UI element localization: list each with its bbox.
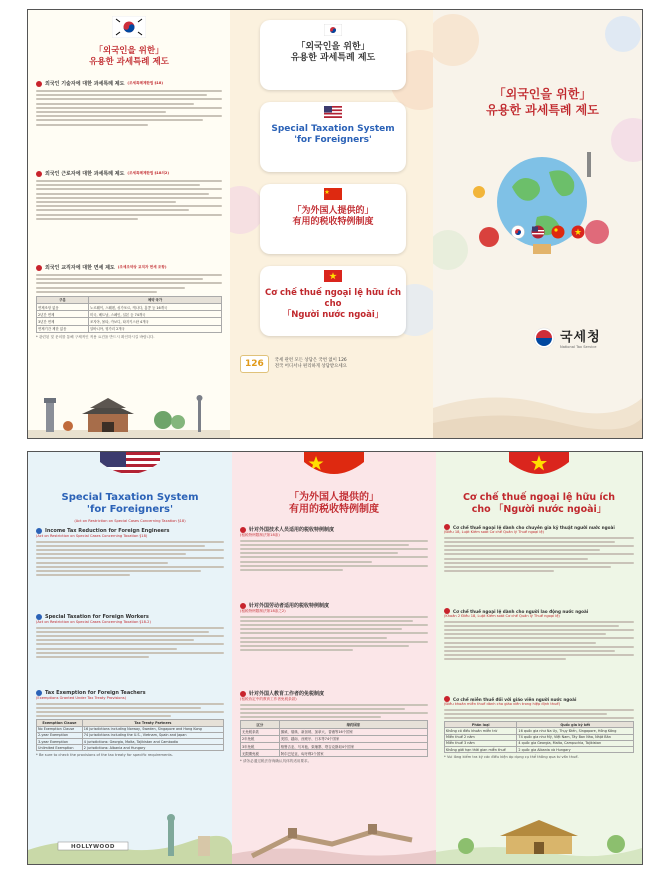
card-title: 「为外国人提供的」 有用的税收特例制度 (292, 206, 374, 227)
globe-illustration (467, 132, 617, 272)
government-emblem-icon (533, 327, 555, 349)
english-cover-card (260, 102, 406, 172)
treaty-table: 구분 체약 국가 면제조항 없음 노르웨이, 스웨덴, 싱가포르, 캐나다, 홍콩 등 16개국 2년간 면제 미국, 베트남, 스페인, 일본 등 74개국 3년간 면제 조지아, 몰타, 카보디, 타지키스탄 4개국 면제기간 제한 없음 알바니아, 헝가리 2개국 (36, 296, 222, 333)
table-row: 无限期免税 阿尔巴尼亚、匈牙利2个国家 (241, 750, 428, 757)
china-flag-icon (304, 452, 364, 482)
chinese-cover-card (260, 184, 406, 254)
panel-title: 「为外国人提供的」 有用的税收特例制度 (289, 492, 379, 515)
china-flag-icon (324, 188, 342, 200)
section-heading: 针对外国人教育工作者的免税制度 (240, 690, 428, 697)
table-row: 2年免税 美国、越南、西班牙、日本等74个国家 (241, 735, 428, 742)
section-heading: 외국인 기술자에 대한 과세특례 제도 (조세특례제한법 §18) (36, 80, 222, 87)
korean-cover-card (260, 20, 406, 90)
landmark-illustration (28, 380, 230, 438)
section-bullet-icon (36, 265, 42, 271)
section-heading: Special Taxation for Foreign Workers (36, 614, 224, 620)
table-row: Unlimited Exemption 2 jurisdictions: Albania and Hungary (37, 745, 224, 751)
table-row: Không có điều khoản miễn trừ 16 quốc gia như Na Uy, Thụy Điển, Singapore, Hồng Kông (445, 728, 634, 734)
treaty-table: Phân loại Quốc gia ký kết Không có điều khoản miễn trừ 16 quốc gia như Na Uy, Thụy Điển, Singapore, Hồng Kông Miễn thuế 2 năm 74 quốc gia như Mỹ, Việt Nam, Tây Ban Nha, Nhật Bản Miễn thuế 3 năm 4 quốc gia Georgia, Malta, Campuchia, Tajikistan Không giới hạn thời gian miễn thuế 2 quốc gia Albania và Hungary (444, 721, 634, 753)
panel-title: Special Taxation System 'for Foreigners' (61, 492, 199, 515)
korea-flag-icon (112, 16, 146, 38)
card-title: Special Taxation System 'for Foreigners' (271, 124, 395, 145)
section-heading: Cơ chế thuế ngoại lệ dành cho người lao động nước ngoài (444, 608, 634, 614)
vietnam-landmark-illustration (436, 806, 642, 864)
section-heading: Income Tax Reduction for Foreign Engineers (36, 528, 224, 534)
vietnam-flag-icon (571, 225, 585, 239)
section-heading: Cơ chế thuế ngoại lệ dành cho chuyên gia kỹ thuật người nước ngoài (444, 524, 634, 530)
treaty-table: Exemption Clause Tax Treaty Partners No Exemption Clause 16 jurisdictions including Norway, Sweden, Singapore and Hong Kong 2-year Exemption 74 jurisdictions including the U.S., Vietnam, Spain and Japan 3-year Exemption 4 jurisdictions: Georgia, Malta, Tajikistan and Cambodia Unlimited Exemption 2 jurisdictions: Albania and Hungary (36, 719, 224, 751)
english-content-panel: Special Taxation System 'for Foreigners' (Act on Restriction on Special Cases Concerning Taxation §18) Income Tax Reduction for Foreign Engineers (Act on Restriction on Special Cases Concerning Taxation §18) Special Taxation for Foreign Workers (Act on Restriction on Special Cases Concerning Taxation §18-2) Tax Exemption for Foreign Teachers (Exemptions Granted Under Tax Treaty Provisions) Exemption Clause Tax Treaty Partners No Exemption Clause 16 jurisdictions including Norway, Sweden, Singapore and Hong Kong 2-year Exemption 74 jurisdictions including the U.S., Vietnam, Spain and Japan 3-year Exemption 4 jurisdictions: Georgia, Malta, Tajikistan and Cambodia Unlimited Exemption 2 jurisdictions: Albania and Hungary * Be sure to check the provisions of the tax treaty for specific requirements. HOLLYWOOD (28, 452, 232, 864)
vietnamese-content-panel: Cơ chế thuế ngoại lệ hữu ích cho 「Người nước ngoài」 Cơ chế thuế ngoại lệ dành cho chuyên gia kỹ thuật người nước ngoài (Điều 18, Luật Kiểm soát Cơ chế Quản lý Thuế ngoại lệ) Cơ chế thuế ngoại lệ dành cho người lao động nước ngoài (Khoản 2 Điều 18, Luật Kiểm soát Cơ chế Quản lý Thuế ngoại lệ) Cơ chế miễn thuế đối với giáo viên người nước ngoài (Điều khoản miễn thuế dành cho giáo viên trong hiệp định thuế) Phân loại Quốc gia ký kết Không có điều khoản miễn trừ 16 quốc gia như Na Uy, Thụy Điển, Singapore, Hồng Kông Miễn thuế 2 năm 74 quốc gia như Mỹ, Việt Nam, Tây Ban Nha, Nhật Bản Miễn thuế 3 năm 4 quốc gia Georgia, Malta, Campuchia, Tajikistan Không giới hạn thời gian miễn thuế 2 quốc gia Albania và Hungary * Vui lòng kiểm tra kỹ các điều kiện áp dụng cụ thể thông qua tư vấn thuế. (436, 452, 642, 864)
chinese-content-panel: 「为外国人提供的」 有用的税收特例制度 针对外国技术人员适用的税收特例制度 (租税特例限制法第18条) 针对外国劳动者适用的税收特例制度 (租税特例限制法第18条之2) 针对外国人教育工作者的免税制度 (租税协定中的教育工作者免税条款) 区分 缔约国家 无免税条款 挪威、瑞典、新加坡、加拿大、香港等16个国家 2年免税 美国、越南、西班牙、日本等74个国家 3年免税 格鲁吉亚、马耳他、柬埔寨、塔吉克斯坦4个国家 无限期免税 阿尔巴尼亚、匈牙利2个国家 * 请务必通过税法咨询确认具体的适用要求。 (232, 452, 436, 864)
table-row: No Exemption Clause 16 jurisdictions including Norway, Sweden, Singapore and Hong Kong (37, 726, 224, 732)
section-heading: Cơ chế miễn thuế đối với giáo viên người nước ngoài (444, 696, 634, 702)
landmark-illustration (28, 806, 232, 864)
card-title: Cơ chế thuế ngoại lệ hữu ích cho 「Người nước ngoài」 (264, 288, 402, 320)
footnote: * Be sure to check the provisions of the tax treaty for specific requirements. (36, 753, 173, 758)
great-wall-illustration (232, 806, 436, 864)
vietnam-flag-icon (509, 452, 569, 482)
org-subtitle: National Tax Service (560, 345, 597, 349)
footnote: * Vui lòng kiểm tra kỹ các điều kiện áp dụng cụ thể thông qua tư vấn thuế. (444, 755, 579, 760)
panel-title: Cơ chế thuế ngoại lệ hữu ích cho 「Người nước ngoài」 (462, 492, 616, 515)
section-heading: Tax Exemption for Foreign Teachers (36, 690, 224, 696)
panel-title: 「외국인을 위한」 유용한 과세특례 제도 (89, 46, 169, 67)
korea-flag-icon (324, 24, 342, 36)
consult-footer (240, 355, 425, 373)
section-bullet-icon (36, 171, 42, 177)
section-heading: 针对外国技术人员适用的税收特例制度 (240, 526, 428, 533)
section-bullet-icon (240, 527, 246, 533)
consult-text: 국세 관련 모든 상담은 국번 없이 126 전국 어디서나 편리하게 상담받으세요 (274, 358, 347, 369)
korean-content-panel (28, 10, 230, 438)
front-cover-panel (433, 10, 642, 438)
table-row: 면제기간 제한 없음 알바니아, 헝가리 2개국 (37, 325, 222, 332)
vietnamese-cover-card (260, 266, 406, 336)
cover-cards-panel (230, 10, 433, 438)
table-row: Không giới hạn thời gian miễn thuế 2 quốc gia Albania và Hungary (445, 746, 634, 752)
section-heading: 외국인 교직자에 대한 면세 제도 (조세조약상 교직자 면세 조항) (36, 264, 222, 271)
treaty-table: 区分 缔约国家 无免税条款 挪威、瑞典、新加坡、加拿大、香港等16个国家 2年免税 美国、越南、西班牙、日本等74个国家 3年免税 格鲁吉亚、马耳他、柬埔寨、塔吉克斯坦4个国家 无限期免税 阿尔巴尼亚、匈牙利2个国家 (240, 720, 428, 757)
card-title: 「외국인을 위한」 유용한 과세특례 제도 (290, 42, 376, 63)
section-bullet-icon (36, 81, 42, 87)
footnote: * 관련된 및 문의를 통해 구체적인 적용 요건을 반드시 확인하시길 바랍니다. (36, 334, 155, 339)
section-heading: 외국인 근로자에 대한 과세특례 제도 (조세특례제한법 §18의2) (36, 170, 222, 177)
usa-flag-icon (324, 106, 342, 118)
hotline-logo: 126 (240, 355, 269, 373)
section-bullet-icon (240, 691, 246, 697)
wave-decoration (433, 368, 642, 438)
table-row: 면제조항 없음 노르웨이, 스웨덴, 싱가포르, 캐나다, 홍콩 등 16개국 (37, 303, 222, 310)
vietnam-flag-icon (324, 270, 342, 282)
table-row: Miễn thuế 2 năm 74 quốc gia như Mỹ, Việt Nam, Tây Ban Nha, Nhật Bản (445, 734, 634, 740)
nts-logo (533, 326, 601, 349)
usa-flag-icon (531, 225, 545, 239)
table-row: 3-year Exemption 4 jurisdictions: Georgia, Malta, Tajikistan and Cambodia (37, 738, 224, 744)
korea-flag-icon (511, 225, 525, 239)
usa-flag-icon (100, 452, 160, 482)
section-bullet-icon (240, 603, 246, 609)
table-row: 2년간 면제 미국, 베트남, 스페인, 일본 등 74개국 (37, 311, 222, 318)
flag-row (511, 225, 585, 239)
table-row: Miễn thuế 3 năm 4 quốc gia Georgia, Malta, Campuchia, Tajikistan (445, 740, 634, 746)
table-row: 3年免税 格鲁吉亚、马耳他、柬埔寨、塔吉克斯坦4个国家 (241, 742, 428, 749)
footnote: * 请务必通过税法咨询确认具体的适用要求。 (240, 759, 312, 764)
brochure-inner-sheet (27, 451, 643, 865)
panel-subtitle: (Act on Restriction on Special Cases Concerning Taxation §18) (74, 519, 186, 523)
brochure-outer-sheet (27, 9, 643, 439)
table-row: 2-year Exemption 74 jurisdictions including the U.S., Vietnam, Spain and Japan (37, 732, 224, 738)
section-heading: 针对外国劳动者适用的税收特例制度 (240, 602, 428, 609)
table-row: 无免税条款 挪威、瑞典、新加坡、加拿大、香港等16个国家 (241, 728, 428, 735)
hollywood-sign: HOLLYWOOD (71, 844, 115, 850)
china-flag-icon (551, 225, 565, 239)
panel-title: 「외국인을 위한」 유용한 과세특례 제도 (486, 87, 599, 117)
table-row: 3년간 면제 조지아, 몰타, 카보디, 타지키스탄 4개국 (37, 318, 222, 325)
org-name: 국세청 (560, 330, 601, 345)
